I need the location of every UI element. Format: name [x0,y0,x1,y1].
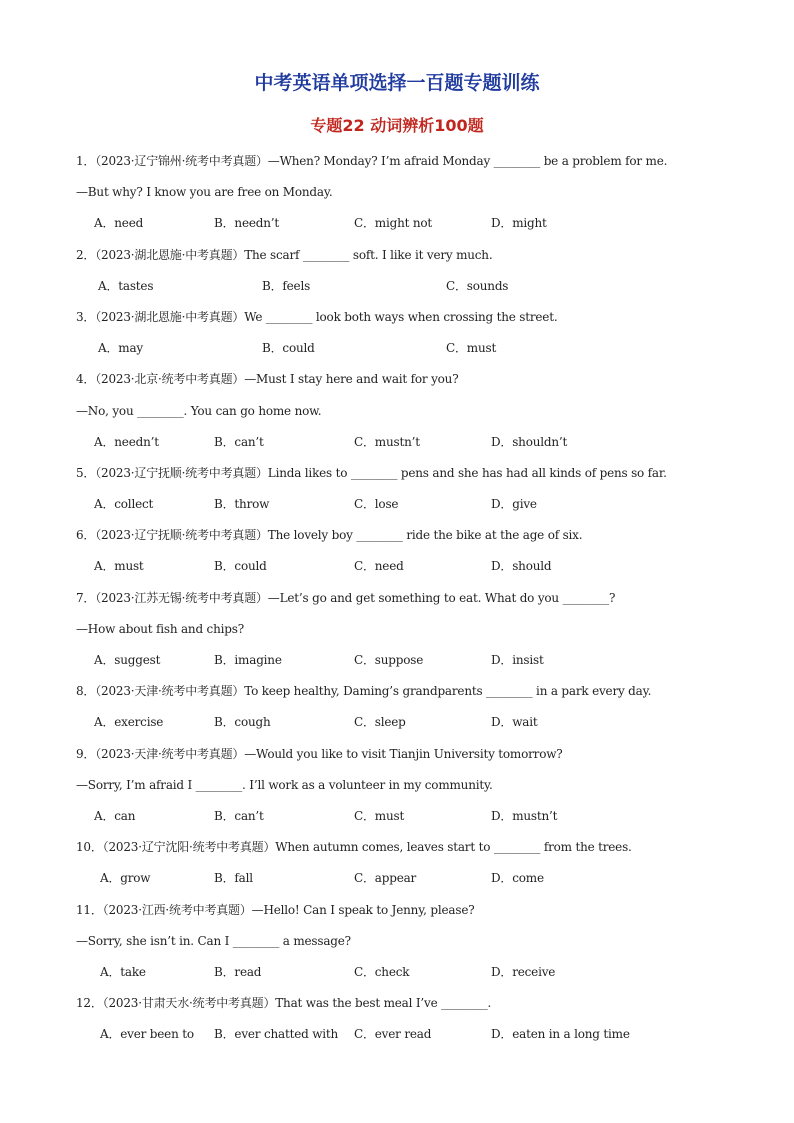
option-b: B．needn’t [214,216,279,231]
option-c: C．appear [354,871,417,886]
option-b: B．ever chatted with [214,1027,339,1042]
question-dialogue-line: —Sorry, I’m afraid I ________. I’ll work as a volunteer in my community. [76,777,493,792]
options-row [76,271,726,302]
option-c: C．sounds [446,278,509,293]
options-row [76,707,726,738]
question-item [76,146,726,240]
options-row [76,1019,726,1050]
option-b: B．feels [262,278,311,293]
option-c: C．sleep [354,715,406,730]
option-c: C．mustn’t [354,434,420,449]
option-b: B．could [214,559,267,574]
option-a: A．collect [94,497,154,512]
question-item [76,458,726,520]
question-item [76,302,726,364]
option-d: D．wait [491,715,538,730]
option-d: D．come [491,871,544,886]
question-dialogue-line: —How about fish and chips? [76,621,244,636]
question-stem: 6．（2023·辽宁抚顺·统考中考真题）The lovely boy ________ ride the bike at the age of six. [76,528,583,543]
option-c: C．might not [354,216,433,231]
question-item [76,739,726,833]
options-row [76,801,726,832]
option-b: B．cough [214,715,271,730]
option-b: B．throw [214,497,270,512]
option-b: B．can’t [214,808,264,823]
option-c: C．ever read [354,1027,432,1042]
option-a: A．tastes [98,278,154,293]
question-stem: 9．（2023·天津·统考中考真题）—Would you like to visit Tianjin University tomorrow? [76,746,563,761]
option-b: B．imagine [214,653,282,667]
options-row [76,427,726,458]
option-d: D．eaten in a long time [491,1027,630,1042]
option-d: D．shouldn’t [491,434,568,449]
question-item [76,364,726,458]
question-stem: 12．（2023·甘肃天水·统考中考真题）That was the best meal I’ve ________. [76,996,492,1011]
question-item [76,676,726,738]
question-item [76,240,726,302]
question-stem: 5．（2023·辽宁抚顺·统考中考真题）Linda likes to ________ pens and she has had all kinds of pens so far. [76,465,667,480]
question-list [76,146,726,1050]
question-stem: 10．（2023·辽宁沈阳·统考中考真题）When autumn comes, leaves start to ________ from the trees. [76,840,632,855]
options-row [76,645,726,676]
question-stem: 2．（2023·湖北恩施·中考真题）The scarf ________ soft. I like it very much. [76,247,493,262]
question-item [76,583,726,677]
option-c: C．must [446,341,497,356]
options-row [76,489,726,520]
question-item [76,988,726,1050]
question-stem: 4．（2023·北京·统考中考真题）—Must I stay here and wait for you? [76,372,459,387]
option-d: D．should [491,559,552,574]
question-stem: 8．（2023·天津·统考中考真题）To keep healthy, Daming’s grandparents ________ in a park every day. [76,684,652,699]
option-a: A．exercise [94,715,164,730]
question-stem: 11．（2023·江西·统考中考真题）—Hello! Can I speak to Jenny, please? [76,902,475,917]
option-a: A．may [98,341,143,356]
option-b: B．read [214,964,262,979]
options-row [76,551,726,582]
question-item [76,832,726,894]
options-row [76,208,726,239]
option-c: C．need [354,559,404,574]
option-b: B．fall [214,871,253,886]
question-stem: 3．（2023·湖北恩施·中考真题）We ________ look both ways when crossing the street. [76,309,558,324]
question-stem: 7．（2023·江苏无锡·统考中考真题）—Let’s go and get something to eat. What do you ________? [76,590,616,605]
question-item [76,520,726,582]
question-dialogue-line: —No, you ________. You can go home now. [76,403,322,418]
options-row [76,863,726,894]
option-a: A．grow [100,871,151,886]
options-row [76,957,726,988]
option-b: B．could [262,341,315,356]
question-dialogue-line: —Sorry, she isn’t in. Can I ________ a message? [76,933,351,948]
option-c: C．lose [354,497,399,512]
option-d: D．mustn’t [491,808,558,823]
option-a: A．need [94,216,144,231]
question-stem: 1．（2023·辽宁锦州·统考中考真题）—When? Monday? I’m afraid Monday ________ be a problem for me. [76,154,668,168]
question-dialogue-line: —But why? I know you are free on Monday. [76,185,333,200]
page-subtitle: 专题22 动词辨析100题 [310,116,484,135]
option-a: A．can [94,808,136,823]
option-a: A．ever been to [100,1027,194,1042]
option-d: D．insist [491,653,544,667]
option-d: D．might [491,216,547,231]
options-row [76,333,726,364]
option-d: D．give [491,497,537,512]
option-c: C．must [354,808,405,823]
option-a: A．suggest [94,653,161,667]
option-c: C．check [354,964,410,979]
option-b: B．can’t [214,434,264,449]
option-a: A．take [100,964,146,979]
question-item [76,895,726,989]
page-title: 中考英语单项选择一百题专题训练 [254,72,540,94]
option-a: A．needn’t [94,434,159,449]
option-c: C．suppose [354,653,424,667]
option-d: D．receive [491,964,556,979]
option-a: A．must [94,559,144,574]
